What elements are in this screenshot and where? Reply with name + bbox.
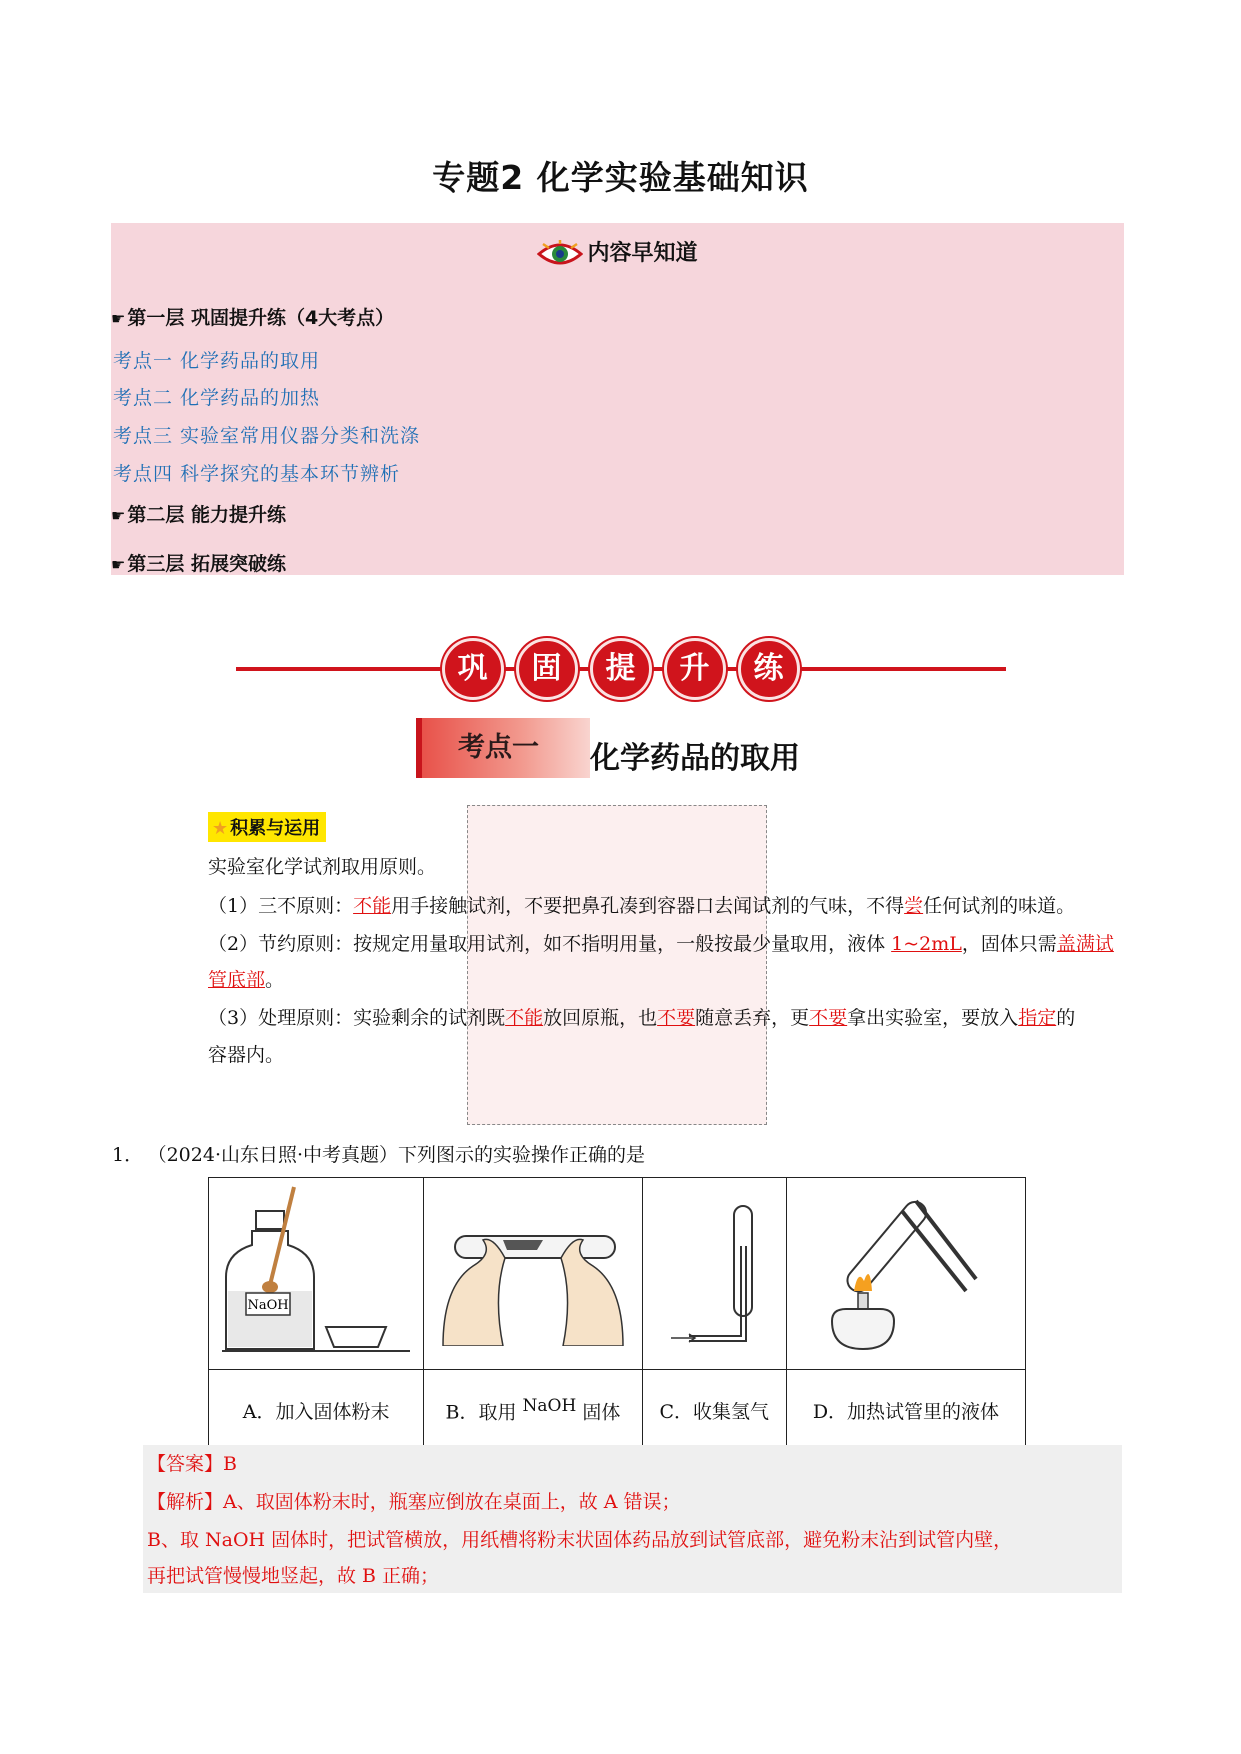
section-title: 化学药品的取用 xyxy=(590,741,800,776)
option-b-figure xyxy=(424,1178,642,1370)
toc-header-text: 内容早知道 xyxy=(587,241,698,266)
analysis-line-2: B、取 NaOH 固体时，把试管横放，用纸槽将粉末状固体药品放到试管底部，避免粉末沾到试管内壁， xyxy=(147,1529,1013,1551)
section-tag: 考点一 xyxy=(416,718,590,778)
option-d-figure xyxy=(786,1178,1025,1370)
rule-3-cont: 容器内。 xyxy=(208,1044,285,1066)
option-c[interactable]: C．收集氢气 xyxy=(642,1370,786,1451)
toc-header xyxy=(111,236,1124,268)
toc-point-2[interactable]: 考点二 化学药品的加热 xyxy=(113,387,321,409)
accumulate-badge: ★ 积累与运用 xyxy=(208,812,326,842)
heating-liquid-figure xyxy=(806,1181,1006,1361)
option-c-figure xyxy=(642,1178,786,1370)
toc-point-1[interactable]: 考点一 化学药品的取用 xyxy=(113,350,321,372)
rule-1: （1）三不原则：不能用手接触试剂，不要把鼻孔凑到容器口去闻试剂的气味，不得尝任何试剂的味道。 xyxy=(208,895,1076,917)
toc-layer-3[interactable]: ☛ 第三层 拓展突破练 xyxy=(111,553,286,575)
answer-line: 【答案】B xyxy=(147,1453,237,1475)
option-a-figure xyxy=(209,1178,424,1370)
banner-char: 提 xyxy=(590,638,652,700)
page-title: 专题2 化学实验基础知识 xyxy=(432,158,809,197)
toc-layer-2[interactable]: ☛ 第二层 能力提升练 xyxy=(111,504,286,526)
eye-icon xyxy=(537,240,583,268)
toc-point-3[interactable]: 考点三 实验室常用仪器分类和洗涤 xyxy=(113,425,421,447)
star-icon: ★ xyxy=(212,818,229,839)
notes-intro: 实验室化学试剂取用原则。 xyxy=(208,856,437,878)
rule-2-cont: 管底部。 xyxy=(208,969,285,991)
hand-icon: ☛ xyxy=(111,506,126,525)
rule-3: （3）处理原则：实验剩余的试剂既不能放回原瓶，也不要随意丢弃，更不要拿出实验室，要放入指定的 xyxy=(208,1007,1076,1029)
question-stem: 1． （2024·山东日照·中考真题）下列图示的实验操作正确的是 xyxy=(112,1144,646,1166)
bottle-label: NaOH xyxy=(247,1298,289,1313)
rule-2: （2）节约原则：按规定用量取用试剂，如不指明用量，一般按最少量取用，液体 1~2mL，固体只需盖满试 xyxy=(208,933,1114,955)
options-table xyxy=(208,1177,1026,1451)
dashed-box xyxy=(467,805,767,1125)
toc-layer-1[interactable]: ☛ 第一层 巩固提升练（4大考点） xyxy=(111,307,395,329)
banner-char: 巩 xyxy=(442,638,504,700)
answer-box xyxy=(143,1445,1122,1593)
test-tube-hands-figure xyxy=(433,1196,633,1346)
option-a[interactable]: A．加入固体粉末 xyxy=(209,1370,424,1451)
hand-icon: ☛ xyxy=(111,555,126,574)
analysis-line-3: 再把试管慢慢地竖起，故 B 正确； xyxy=(147,1565,440,1587)
toc-point-4[interactable]: 考点四 科学探究的基本环节辨析 xyxy=(113,463,401,485)
option-b[interactable]: B．取用 $^{NaOH}$ 固体 xyxy=(424,1370,642,1451)
analysis-line-1: 【解析】A、取固体粉末时，瓶塞应倒放在桌面上，故 A 错误； xyxy=(147,1491,681,1513)
reagent-bottle-figure xyxy=(216,1181,416,1361)
toc-box xyxy=(111,223,1124,575)
banner-char: 升 xyxy=(664,638,726,700)
banner-char: 练 xyxy=(738,638,800,700)
banner-char: 固 xyxy=(516,638,578,700)
hand-icon: ☛ xyxy=(111,309,126,328)
section-banner xyxy=(0,638,1241,700)
option-d[interactable]: D．加热试管里的液体 xyxy=(786,1370,1025,1451)
gas-collection-figure xyxy=(649,1186,779,1356)
